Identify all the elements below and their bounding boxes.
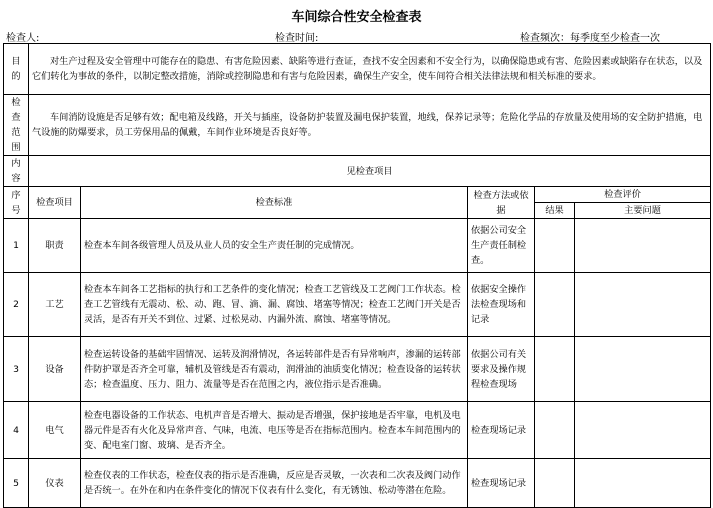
table-row xyxy=(4,459,711,508)
row-standard: 检查本车间各级管理人员及从业人员的安全生产责任制的完成情况。 xyxy=(81,219,468,273)
row-result-cell[interactable] xyxy=(535,273,575,337)
row-item: 设备 xyxy=(29,337,81,402)
table-row xyxy=(4,337,711,402)
row-issues-cell[interactable] xyxy=(575,273,711,337)
row-item: 职责 xyxy=(29,219,81,273)
col-header-no: 序号 xyxy=(4,187,29,219)
scope-row xyxy=(4,95,711,156)
col-header-item: 检查项目 xyxy=(29,187,81,219)
row-standard: 检查运转设备的基础牢固情况、运转及润滑情况，各运转部件是否有异常响声，渗漏的运转部件防护罩是否齐全可靠，辅机及管线是否有震动，润滑油的油质变化情况；检查设备的运转状态；检查温度、压力、阻力、流量等是否在范围之内，液位指示是否准确。 xyxy=(81,337,468,402)
content-text: 见检查项目 xyxy=(29,156,711,187)
row-no: 3 xyxy=(4,337,29,402)
col-header-evaluation: 检查评价 xyxy=(535,187,711,203)
column-header-row xyxy=(4,187,711,203)
row-standard: 检查本车间各工艺指标的执行和工艺条件的变化情况；检查工艺管线及工艺阀门工作状态。检查工艺管线有无震动、松、动、跑、冒、滴、漏、腐蚀、堵塞等情况；检查工艺阀门开关是否灵活，是否有开关不到位、过紧、过松晃动、内漏外流、腐蚀、堵塞等情况。 xyxy=(81,273,468,337)
scope-label: 检查范围 xyxy=(4,95,29,156)
table-row xyxy=(4,273,711,337)
row-issues-cell[interactable] xyxy=(575,402,711,459)
scope-text: 车间消防设施是否足够有效；配电箱及线路，开关与插座，设备防护装置及漏电保护装置，地线，保养记录等；危险化学品的存放量及使用场的安全防护措施，电气设施的防爆要求，员工劳保用品的佩戴，车间作业环境是否良好等。 xyxy=(29,95,711,156)
col-header-method: 检查方法或依据 xyxy=(468,187,535,219)
purpose-label: 目的 xyxy=(4,44,29,95)
row-standard: 检查电器设备的工作状态、电机声音是否增大、振动是否增强，保护接地是否牢靠，电机及电器元件是否有火化及异常声音、气味，电流、电压等是否在指标范围内。检查本车间范围内的变、配电室门窗、玻璃、是否齐全。 xyxy=(81,402,468,459)
page-title: 车间综合性安全检查表 xyxy=(291,10,422,25)
row-result-cell[interactable] xyxy=(535,459,575,508)
row-standard: 检查仪表的工作状态，检查仪表的指示是否准确，反应是否灵敏，一次表和二次表及阀门动作是否统一。在外在和内在条件变化的情况下仪表有什么变化，有无锈蚀、松动等潜在危险。 xyxy=(81,459,468,508)
row-no: 1 xyxy=(4,219,29,273)
row-result-cell[interactable] xyxy=(535,337,575,402)
row-no: 5 xyxy=(4,459,29,508)
purpose-text: 对生产过程及安全管理中可能存在的隐患、有害危险因素、缺陷等进行查证，查找不安全因素和不安全行为，以确保隐患或有害、危险因素或缺陷存在状态，以及它们转化为事故的条件，以制定整改措施，消除或控制隐患和有害与危险因素，确保生产安全，使车间符合相关法律法规和相关标准的要求。 xyxy=(29,44,711,95)
row-item: 工艺 xyxy=(29,273,81,337)
col-header-issues: 主要问题 xyxy=(575,203,711,219)
row-method: 依据公司安全生产责任制检查。 xyxy=(468,219,535,273)
inspect-time-label: 检查时间: xyxy=(275,33,319,44)
col-header-result: 结果 xyxy=(535,203,575,219)
row-item: 电气 xyxy=(29,402,81,459)
inspector-label: 检查人: xyxy=(6,33,40,44)
col-header-standard: 检查标准 xyxy=(81,187,468,219)
row-result-cell[interactable] xyxy=(535,402,575,459)
row-method: 检查现场记录 xyxy=(468,459,535,508)
row-no: 2 xyxy=(4,273,29,337)
inspect-frequency: 检查频次：每季度至少检查一次 xyxy=(520,33,660,44)
row-issues-cell[interactable] xyxy=(575,219,711,273)
inspection-table xyxy=(3,43,711,508)
row-item: 仪表 xyxy=(29,459,81,508)
row-result-cell[interactable] xyxy=(535,219,575,273)
table-row xyxy=(4,219,711,273)
content-row xyxy=(4,156,711,187)
row-no: 4 xyxy=(4,402,29,459)
row-method: 依据安全操作法检查现场和记录 xyxy=(468,273,535,337)
row-method: 检查现场记录 xyxy=(468,402,535,459)
row-method: 依据公司有关要求及操作规程检查现场 xyxy=(468,337,535,402)
table-row xyxy=(4,402,711,459)
row-issues-cell[interactable] xyxy=(575,337,711,402)
purpose-row xyxy=(4,44,711,95)
row-issues-cell[interactable] xyxy=(575,459,711,508)
content-label: 内容 xyxy=(4,156,29,187)
